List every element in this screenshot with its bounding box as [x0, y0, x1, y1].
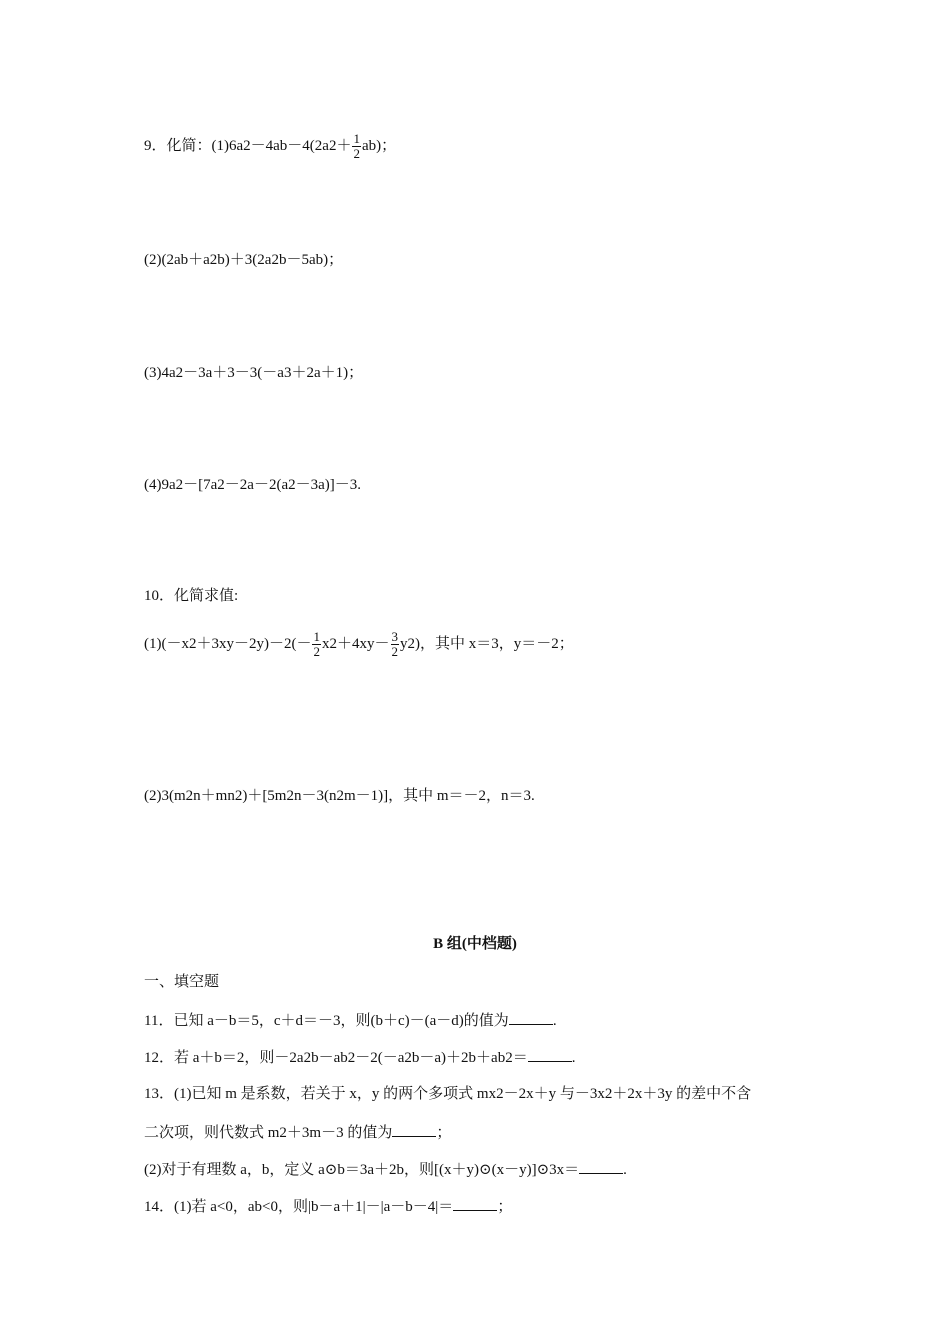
fraction [391, 630, 400, 659]
q12-end: . [571, 1050, 576, 1066]
fraction-denominator: 2 [391, 644, 398, 659]
group-b-title: B 组(中档题) [433, 936, 517, 952]
question-10-part-1 [144, 630, 574, 659]
answer-blank[interactable] [579, 1159, 623, 1174]
q13-2-end: . [623, 1162, 627, 1178]
question-13-part-2 [144, 1159, 627, 1180]
question-9-part-4: (4)9a2－[7a2－2a－2(a2－3a)]－3. [144, 477, 362, 493]
q12-text: 12．若 a＋b＝2，则－2a2b－ab2－2(－a2b－a)＋2b＋ab2＝ [144, 1050, 528, 1066]
q9-tail: ab)； [361, 137, 397, 154]
question-13-line-1: 13．(1)已知 m 是系数，若关于 x，y 的两个多项式 mx2－2x＋y 与－3x2＋2x＋3y 的差中不含 [144, 1086, 752, 1102]
q10-p1-b: x2＋4xy－ [321, 635, 390, 652]
q10-p1-c: y2)，其中 x＝3，y＝－2； [400, 635, 574, 652]
fraction-numerator: 1 [313, 629, 320, 644]
fraction [312, 630, 321, 659]
question-14 [144, 1196, 512, 1217]
q10-p1-a: (1)(－x2＋3xy－2y)－2(－ [144, 635, 312, 652]
question-12 [144, 1047, 575, 1068]
q13-line2-end: ； [436, 1125, 452, 1141]
q11-end: . [552, 1013, 557, 1029]
question-9-part-1 [144, 132, 396, 161]
question-10-part-2: (2)3(m2n＋mn2)＋[5m2n－3(n2m－1)]，其中 m＝－2，n＝3. [144, 788, 535, 804]
answer-blank[interactable] [453, 1196, 497, 1211]
answer-blank[interactable] [392, 1122, 436, 1137]
question-9-part-3: (3)4a2－3a＋3－3(－a3＋2a＋1)； [144, 365, 364, 381]
answer-blank[interactable] [509, 1010, 553, 1025]
q13-2-text: (2)对于有理数 a，b，定义 a⊙b＝3a＋2b，则[(x＋y)⊙(x－y)]⊙3x＝ [144, 1162, 580, 1178]
q11-text: 11．已知 a－b＝5，c＋d＝－3，则(b＋c)－(a－d)的值为 [144, 1013, 509, 1029]
q14-end: ； [497, 1199, 513, 1215]
fraction-numerator: 3 [391, 629, 398, 644]
question-10-title: 10．化简求值: [144, 588, 239, 604]
fraction [352, 132, 361, 161]
question-13-line-2 [144, 1122, 451, 1143]
question-11 [144, 1010, 557, 1031]
fraction-denominator: 2 [353, 146, 360, 161]
answer-blank[interactable] [528, 1047, 572, 1062]
q13-line2-text: 二次项，则代数式 m2＋3m－3 的值为 [144, 1125, 393, 1141]
fraction-denominator: 2 [313, 644, 320, 659]
q14-text: 14．(1)若 a<0，ab<0，则|b－a＋1|－|a－b－4|＝ [144, 1199, 454, 1215]
q9-text: 9．化简：(1)6a2－4ab－4(2a2＋ [144, 137, 352, 154]
fraction-numerator: 1 [353, 131, 360, 146]
section-fill-in: 一、填空题 [144, 974, 220, 990]
question-9-part-2: (2)(2ab＋a2b)＋3(2a2b－5ab)； [144, 252, 344, 268]
